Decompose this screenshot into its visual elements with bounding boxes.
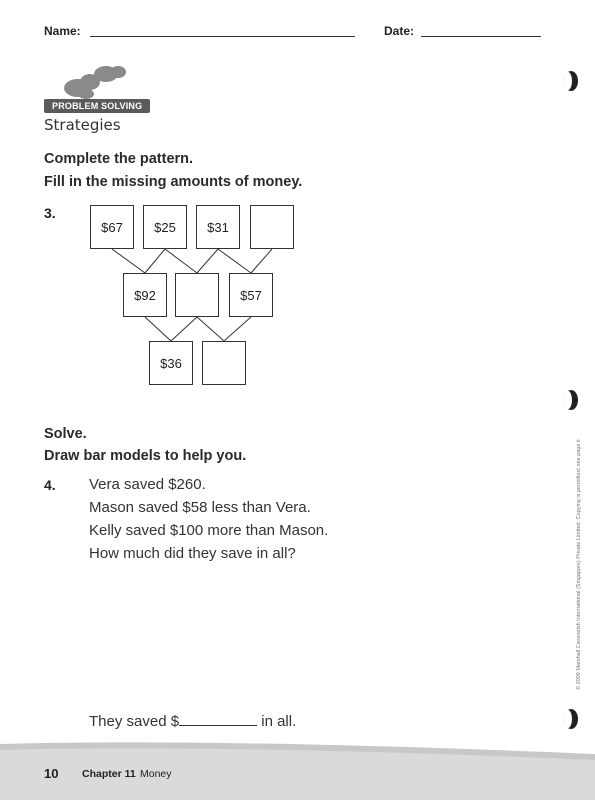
q3-instruction-1: Complete the pattern.: [44, 151, 194, 167]
q4-word-problem: [89, 473, 328, 565]
date-label: Date:: [384, 24, 415, 38]
name-label: Name:: [44, 24, 81, 38]
q4-number: 4.: [44, 477, 56, 493]
q4-instruction-1: Solve.: [44, 426, 87, 442]
copyright-notice: © 2009 Marshall Cavendish International (Singapore) Private Limited. Copying is permitted; see page ii.: [576, 438, 582, 690]
q3-instruction-2: Fill in the missing amounts of money.: [44, 174, 303, 190]
pattern-answer-box[interactable]: [202, 341, 246, 385]
pattern-answer-box[interactable]: [250, 205, 294, 249]
q4-line: Vera saved $260.: [89, 476, 206, 493]
section-badge: PROBLEM SOLVING: [44, 99, 150, 113]
chapter-topic: Money: [140, 768, 172, 780]
pattern-box: $92: [123, 273, 167, 317]
pattern-box: $25: [143, 205, 187, 249]
pattern-box: $36: [149, 341, 193, 385]
pattern-box: $67: [90, 205, 134, 249]
q4-line: Kelly saved $100 more than Mason.: [89, 522, 329, 539]
pattern-box: $31: [196, 205, 240, 249]
q4-instruction-2: Draw bar models to help you.: [44, 448, 247, 464]
pattern-answer-box[interactable]: [175, 273, 219, 317]
answer-sentence: [89, 710, 296, 733]
q4-line: Mason saved $58 less than Vera.: [89, 499, 311, 516]
q3-number: 3.: [44, 205, 56, 221]
page-number: 10: [44, 766, 59, 781]
answer-prefix: They saved $: [89, 713, 180, 730]
section-subtitle: Strategies: [44, 116, 121, 134]
q4-line: How much did they save in all?: [89, 545, 296, 562]
pattern-box: $57: [229, 273, 273, 317]
chapter-label: Chapter 11: [82, 768, 136, 780]
answer-suffix: in all.: [261, 713, 297, 730]
answer-blank[interactable]: [179, 711, 257, 726]
